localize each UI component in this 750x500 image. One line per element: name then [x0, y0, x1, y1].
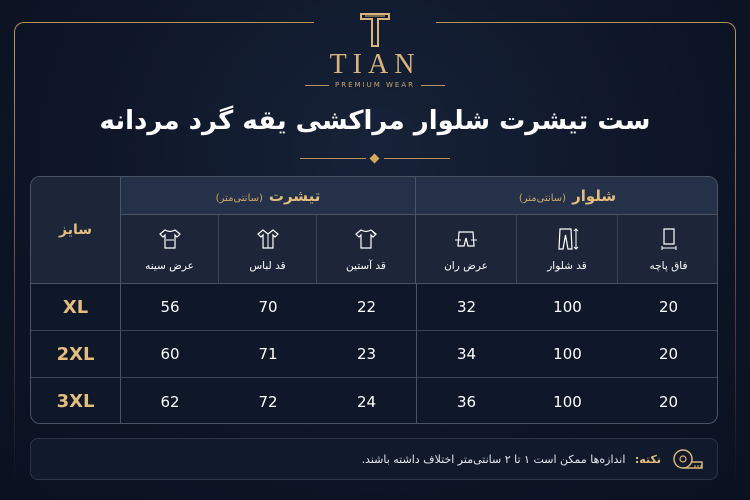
leg-opening-icon — [656, 226, 682, 252]
table-cell: 22 — [356, 298, 377, 316]
table-cell: 32 — [456, 298, 477, 316]
brand-name: TIAN — [329, 49, 421, 80]
tshirt-group-header: تیشرت (سانتی‌متر) — [121, 177, 416, 215]
pants-length-icon — [554, 226, 580, 252]
measuring-tape-icon — [671, 446, 705, 472]
size-cell-3xl: 3XL — [31, 378, 121, 424]
table-cell: 20 — [658, 298, 679, 316]
leg-opening-header: فاق پاچه — [618, 215, 718, 283]
table-cell: 36 — [456, 392, 477, 411]
table-cell: 20 — [658, 345, 679, 363]
table-cell: 71 — [258, 345, 278, 363]
table-cell: 70 — [258, 298, 278, 316]
brand-logo — [0, 10, 750, 89]
chest-width-header: عرض سینه — [121, 215, 219, 283]
shirt-length-header: قد لباس — [219, 215, 317, 283]
shorts-width-icon — [453, 226, 479, 252]
title-divider — [300, 154, 450, 164]
table-cell: 20 — [658, 392, 679, 411]
shirt-length-icon — [255, 226, 281, 252]
table-cell: 62 — [160, 392, 180, 411]
thigh-width-header: عرض ران — [416, 215, 517, 283]
table-cell: 56 — [160, 298, 180, 316]
tshirt-sleeve-icon — [353, 226, 379, 252]
pants-group-header: شلوار (سانتی‌متر) — [416, 177, 718, 215]
brand-t-logo-icon — [355, 10, 395, 50]
table-cell: 100 — [553, 345, 582, 363]
table-cell: 72 — [258, 392, 278, 411]
size-cell-xl: XL — [31, 284, 121, 330]
page-title: ست تیشرت شلوار مراکشی یقه گرد مردانه — [99, 106, 651, 136]
size-cell-2xl: 2XL — [31, 331, 121, 377]
table-cell: 24 — [356, 392, 377, 411]
table-cell: 100 — [553, 392, 582, 411]
sleeve-length-header: قد آستین — [317, 215, 416, 283]
table-cell: 60 — [160, 345, 180, 363]
table-cell: 23 — [356, 345, 377, 363]
note-box — [30, 438, 718, 480]
brand-tagline: PREMIUM WEAR — [0, 81, 750, 89]
table-cell: 34 — [456, 345, 477, 363]
pants-length-header: قد شلوار — [517, 215, 618, 283]
tshirt-width-icon — [157, 226, 183, 252]
size-table — [30, 176, 718, 424]
size-column-header: سایز — [31, 177, 121, 283]
note-label: نکته: — [634, 452, 661, 466]
table-cell: 100 — [553, 298, 582, 316]
note-text: نکته: اندازه‌ها ممکن است ۱ تا ۲ سانتی‌متر اختلاف داشته باشند. — [361, 452, 661, 466]
